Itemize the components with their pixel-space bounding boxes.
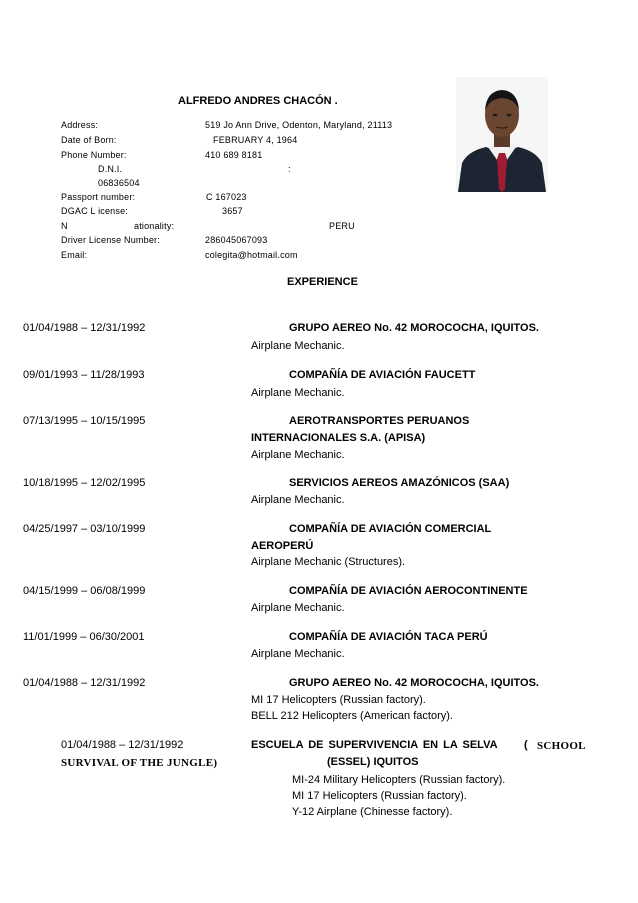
- experience-heading: EXPERIENCE: [287, 276, 358, 288]
- entry-role: Airplane Mechanic.: [251, 494, 345, 506]
- nationality-label-initial: N: [61, 221, 68, 231]
- entry-dates: 01/04/1988 – 12/31/1992: [23, 322, 146, 334]
- school-item: Y-12 Airplane (Chinesse factory).: [292, 806, 453, 818]
- dni-label: D.N.I.: [98, 164, 123, 174]
- entry-role: Airplane Mechanic.: [251, 387, 345, 399]
- dni-value: 06836504: [98, 178, 140, 188]
- entry-role: Airplane Mechanic.: [251, 602, 345, 614]
- entry-role: Airplane Mechanic.: [251, 340, 345, 352]
- dgac-label: DGAC L icense:: [61, 206, 128, 216]
- entry-role: MI 17 Helicopters (Russian factory).: [251, 694, 426, 706]
- entry-dates: 09/01/1993 – 11/28/1993: [23, 369, 145, 381]
- address-label: Address:: [61, 120, 99, 130]
- entry-dates: 01/04/1988 – 12/31/1992: [23, 677, 146, 689]
- entry-role: Airplane Mechanic (Structures).: [251, 556, 406, 568]
- entry-company-line2: AEROPERÚ: [251, 540, 314, 552]
- entry-dates: 11/01/1999 – 06/30/2001: [23, 631, 145, 643]
- email-label: Email:: [61, 250, 88, 260]
- entry-role: Airplane Mechanic.: [251, 648, 345, 660]
- school-dates: 01/04/1988 – 12/31/1992: [61, 739, 184, 751]
- entry-company: SERVICIOS AEREOS AMAZÓNICOS (SAA): [289, 477, 510, 489]
- entry-company: GRUPO AEREO No. 42 MOROCOCHA, IQUITOS.: [289, 322, 539, 334]
- entry-company: COMPAÑÍA DE AVIACIÓN FAUCETT: [289, 369, 476, 381]
- nationality-label: ationality:: [134, 221, 175, 231]
- entry-company: COMPAÑÍA DE AVIACIÓN COMERCIAL: [289, 523, 492, 535]
- school-item: MI 17 Helicopters (Russian factory).: [292, 790, 467, 802]
- driver-license-value: 286045067093: [205, 235, 268, 245]
- phone-value: 410 689 8181: [205, 150, 263, 160]
- entry-dates: 10/18/1995 – 12/02/1995: [23, 477, 146, 489]
- driver-license-label: Driver License Number:: [61, 235, 160, 245]
- address-value: 519 Jo Ann Drive, Odenton, Maryland, 21113: [205, 120, 393, 130]
- entry-company: AEROTRANSPORTES PERUANOS: [289, 415, 470, 427]
- dgac-value: 3657: [222, 206, 243, 216]
- school-dates-line2: SURVIVAL OF THE JUNGLE): [61, 757, 218, 769]
- portrait-image: [456, 77, 548, 192]
- dni-colon: :: [288, 164, 291, 174]
- passport-value: C 167023: [206, 192, 247, 202]
- school-title-line2: (ESSEL) IQUITOS: [327, 756, 419, 768]
- dob-label: Date of Born:: [61, 135, 117, 145]
- candidate-name: ALFREDO ANDRES CHACÓN .: [178, 95, 338, 107]
- school-title-paren: (: [524, 739, 528, 751]
- entry-company: COMPAÑÍA DE AVIACIÓN AEROCONTINENTE: [289, 585, 528, 597]
- profile-photo: [456, 77, 548, 192]
- school-title-serif: SCHOOL: [537, 740, 586, 752]
- entry-dates: 04/25/1997 – 03/10/1999: [23, 523, 146, 535]
- dob-value: FEBRUARY 4, 1964: [213, 135, 298, 145]
- entry-role: BELL 212 Helicopters (American factory).: [251, 710, 453, 722]
- entry-company: COMPAÑÍA DE AVIACIÓN TACA PERÚ: [289, 631, 488, 643]
- email-value: colegita@hotmail.com: [205, 250, 298, 260]
- entry-dates: 07/13/1995 – 10/15/1995: [23, 415, 146, 427]
- passport-label: Passport number:: [61, 192, 136, 202]
- school-title: ESCUELA DE SUPERVIVENCIA EN LA SELVA: [251, 739, 498, 751]
- phone-label: Phone Number:: [61, 150, 127, 160]
- entry-company: GRUPO AEREO No. 42 MOROCOCHA, IQUITOS.: [289, 677, 539, 689]
- nationality-value: PERU: [329, 221, 355, 231]
- entry-dates: 04/15/1999 – 06/08/1999: [23, 585, 146, 597]
- school-item: MI-24 Military Helicopters (Russian factory).: [292, 774, 506, 786]
- entry-role: Airplane Mechanic.: [251, 449, 345, 461]
- entry-company-line2: INTERNACIONALES S.A. (APISA): [251, 432, 426, 444]
